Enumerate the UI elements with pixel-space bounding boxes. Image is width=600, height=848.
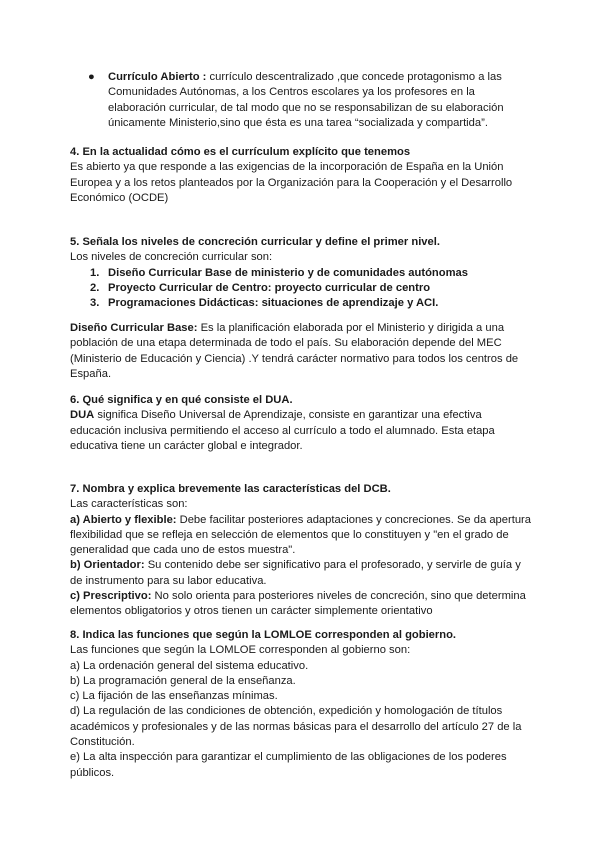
q6-heading: 6. Qué significa y en qué consiste el DUA. (70, 394, 293, 406)
q5-intro: Los niveles de concreción curricular son: (70, 251, 273, 264)
list-item: e) La alta inspección para garantizar el cumplimiento de las obligaciones de los poderes públicos. (70, 751, 507, 779)
section-q4 (70, 145, 532, 206)
q7-heading: 7. Nombra y explica brevemente las características del DCB. (70, 483, 391, 495)
list-item: 1. Diseño Curricular Base de ministerio y de comunidades autónomas (90, 266, 468, 279)
q5-definition-text: Es la planificación elaborada por el Ministerio y dirigida a una población de una etapa determinada de todo el país. Su elaboración depende del MEC (Ministerio de Educación y Ciencia) .Y tendrá carácter normativo para todos los centros de España. (70, 322, 519, 380)
list-item: 3. Programaciones Didácticas: situaciones de aprendizaje y ACI. (90, 297, 439, 310)
q7-intro: Las características son: (70, 498, 188, 511)
q6-term: DUA (70, 409, 95, 422)
q4-heading: 4. En la actualidad cómo es el currículum explícito que tenemos (70, 146, 411, 158)
bullet-paragraph (108, 70, 528, 131)
list-item: b) La programación general de la enseñanza. (70, 674, 296, 687)
q4-answer: Es abierto ya que responde a las exigencias de la incorporación de España en la Unión Europea y a los retos planteados por la Organización para la Cooperación y el Desarrollo Económico (OCDE) (70, 161, 513, 204)
q6-text: significa Diseño Universal de Aprendizaje, consiste en garantizar una efectiva educación inclusiva permitiendo el acceso al currículo a todo el alumnado. Esta etapa educativa tiene un carácter global e integrador. (70, 409, 495, 452)
bullet-marker: ● (88, 71, 95, 83)
bullet-text: currículo descentralizado ,que concede protagonismo a las Comunidades Autónomas, a los Centros escolares ya los profesores en la elaboración curricular, de tal modo que no se responsabilizan de su elaboración únicamente Ministerio,sino que ésta es una tarea “socializada y compartida”. (108, 71, 504, 129)
q5-definition-term: Diseño Curricular Base: (70, 322, 198, 334)
q8-intro: Las funciones que según la LOMLOE corresponden al gobierno son: (70, 644, 411, 657)
section-q5 (70, 235, 532, 311)
q8-heading: 8. Indica las funciones que según la LOMLOE corresponden al gobierno. (70, 629, 457, 641)
list-item: c) Prescriptivo: No solo orienta para posteriores niveles de concreción, sino que determina elementos obligatorios y otros tienen un carácter simplemente orientativo (70, 590, 526, 618)
list-item: b) Orientador: Su contenido debe ser significativo para el profesorado, y servirle de guía y de instrumento para su labor educativa. (70, 559, 521, 587)
section-q7 (70, 482, 532, 620)
q5-definition (70, 321, 532, 382)
list-item: a) Abierto y flexible: Debe facilitar posteriores adaptaciones y concreciones. Se da apertura flexibilidad que se refleja en selección de elementos que lo constituyen y "en el grado de generalidad que cada uno de estos muestra". (70, 513, 531, 557)
section-q8 (70, 628, 532, 781)
bullet-item-curriculo-abierto (88, 70, 528, 131)
bullet-term: Currículo Abierto : (108, 71, 207, 83)
list-item: c) La fijación de las enseñanzas mínimas. (70, 690, 278, 703)
q5-heading: 5. Señala los niveles de concreción curricular y define el primer nivel. (70, 236, 440, 248)
section-q6 (70, 393, 532, 454)
list-item: d) La regulación de las condiciones de obtención, expedición y homologación de títulos académicos y profesionales y de las normas básicas para el desarrollo del artículo 27 de la Constitución. (70, 705, 522, 749)
list-item: 2. Proyecto Curricular de Centro: proyecto curricular de centro (90, 281, 431, 294)
list-item: a) La ordenación general del sistema educativo. (70, 659, 309, 672)
q5-levels-list (70, 266, 532, 312)
